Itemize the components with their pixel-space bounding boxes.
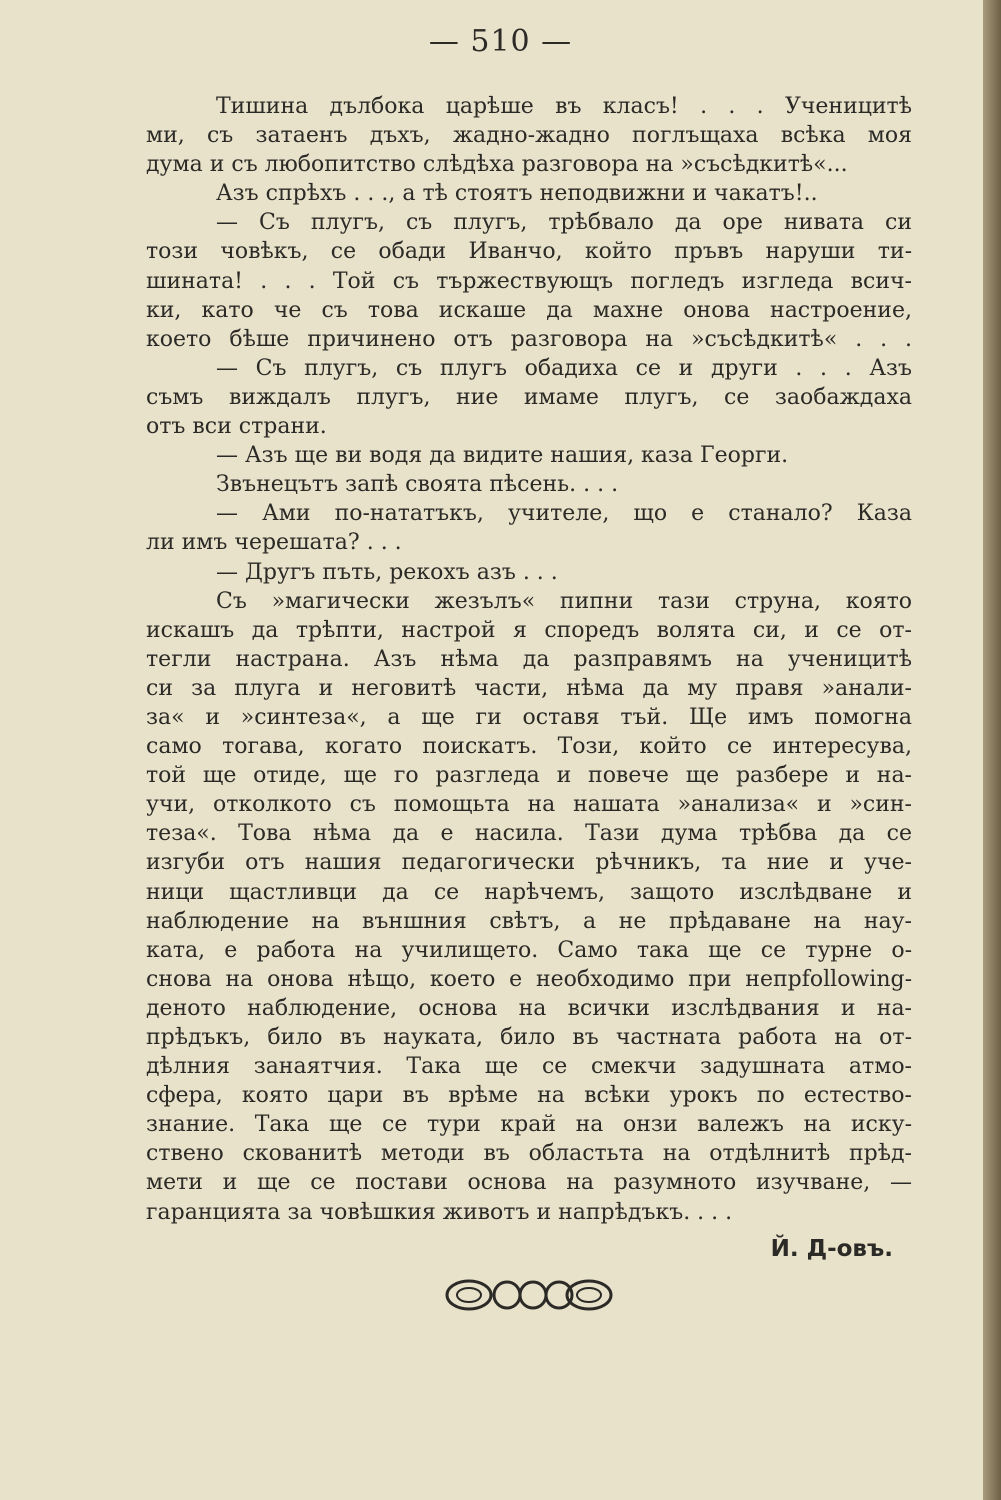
text-line: си за плуга и неговитѣ части, нѣма да му правя »анали- <box>146 675 912 701</box>
text-line: деното наблюдение, основа на всички изслѣдвания и на- <box>146 995 912 1021</box>
text-line: учи, отколкото съ помощьта на нашата »анализа« и »син- <box>146 792 912 818</box>
text-line: Тишина дълбока царѣше въ класъ! . . . Ученицитѣ <box>216 94 912 119</box>
text-line: — Другъ пъть, рекохъ азъ . . . <box>216 559 558 585</box>
text-line: шината! . . . Той съ тържествующъ погледъ изгледа всич- <box>146 268 912 294</box>
text-line: знание. Така ще се тури край на онзи валежъ на иску- <box>146 1112 912 1138</box>
text-line: прѣдъкъ, било въ науката, било въ частната работа на от- <box>146 1025 912 1050</box>
page-number: — 510 — <box>428 24 573 59</box>
text-line: само тогава, когато поискатъ. Този, който се интересува, <box>146 734 912 760</box>
text-line: сфера, която цари въ врѣме на всѣки урокъ по естество- <box>146 1083 912 1109</box>
text-line: гаранцията за човѣшкия животъ и напрѣдъкъ. . . . <box>146 1199 733 1225</box>
ornament-divider-icon <box>443 1274 613 1316</box>
text-line: Съ »магически жезълъ« пипни тази струна, която <box>216 588 912 614</box>
text-line: дума и съ любопитство слѣдѣха разговора на »съсѣдкитѣ«... <box>146 152 848 178</box>
text-line: ки, като че съ това искаше да махне онова настроение, <box>146 297 912 323</box>
body-text <box>146 92 912 1227</box>
author-signature: Й. Д-овъ. <box>770 1236 893 1262</box>
text-line: ли имъ черешата? . . . <box>146 530 402 556</box>
text-line: наблюдение на външния свѣтъ, а не прѣдаване на нау- <box>146 908 912 934</box>
text-line: снова на онова нѣщо, което е необходимо при непрfollowing- <box>146 966 912 992</box>
text-line: отъ вси страни. <box>146 414 327 440</box>
text-line: ката, е работа на училището. Само така ще се турне о- <box>146 937 912 963</box>
text-line: Азъ спрѣхъ . . ., а тѣ стоятъ неподвижни и чакатъ!.. <box>216 181 818 207</box>
text-line: което бѣше причинено отъ разговора на »съсѣдкитѣ« . . . <box>146 326 912 352</box>
text-line: тегли настрана. Азъ нѣма да разправямъ на ученицитѣ <box>146 646 912 672</box>
text-line: — Съ плугъ, съ плугъ обадиха се и други . . . Азъ <box>216 355 912 381</box>
text-line: ми, съ затаенъ дъхъ, жадно-жадно поглъщаха всѣка моя <box>146 123 912 149</box>
text-line: дѣлния занаятчия. Така ще се смекчи задушната атмо- <box>146 1054 912 1080</box>
page-edge-shadow <box>983 0 1001 1500</box>
text-line: за« и »синтеза«, а ще ги оставя тъй. Ще имъ помогна <box>146 704 912 730</box>
text-line: ници щастливци да се нарѣчемъ, защото изслѣдване и <box>146 879 912 905</box>
text-line: Звънецътъ запѣ своята пѣсень. . . . <box>216 472 619 498</box>
text-line: — Съ плугъ, съ плугъ, трѣбвало да оре нивата си <box>216 210 912 236</box>
text-line: мети и ще се постави основа на разумното изучване, — <box>146 1170 912 1196</box>
text-line: ствено скованитѣ методи въ областьта на отдѣлнитѣ прѣд- <box>146 1141 912 1167</box>
text-line: — Ами по-нататъкъ, учителе, що е станало? Каза <box>216 501 912 527</box>
text-line: той ще отиде, ще го разгледа и повече ще разбере и на- <box>146 763 912 789</box>
text-line: съмъ виждалъ плугъ, ние имаме плугъ, се заобаждаха <box>146 384 912 410</box>
text-line: искашъ да трѣпти, настрой я споредъ волята си, и се от- <box>146 617 912 643</box>
text-line: този човѣкъ, се обади Иванчо, който пръвъ наруши ти- <box>146 239 912 265</box>
text-line: изгуби отъ нашия педагогически рѣчникъ, та ние и уче- <box>146 850 912 876</box>
text-line: — Азъ ще ви водя да видите нашия, каза Георги. <box>216 443 789 469</box>
text-line: теза«. Това нѣма да е насила. Тази дума трѣбва да се <box>146 821 912 847</box>
